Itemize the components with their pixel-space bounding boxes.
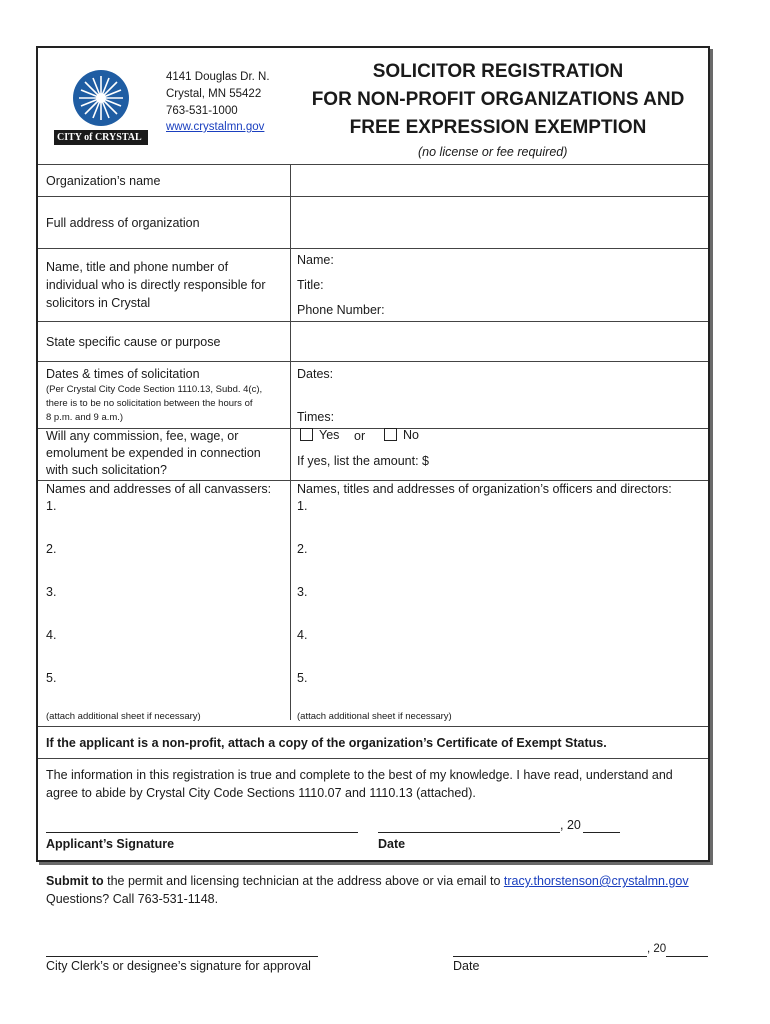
commission-label-line-2: emolument be expended in connection: [46, 446, 261, 460]
yes-checkbox[interactable]: [300, 428, 313, 441]
officer-entry-3[interactable]: 3.: [297, 585, 308, 599]
no-label: No: [403, 428, 419, 442]
approval-year-line[interactable]: [666, 956, 708, 957]
org-address-field[interactable]: [291, 197, 706, 248]
times-field[interactable]: Times:: [297, 410, 335, 424]
no-checkbox[interactable]: [384, 428, 397, 441]
row-divider: [38, 758, 708, 759]
officer-entry-5[interactable]: 5.: [297, 671, 308, 685]
officer-entry-1[interactable]: 1.: [297, 499, 308, 513]
yes-label: Yes: [319, 428, 340, 442]
approval-year-prefix: , 20: [647, 943, 667, 955]
year-line[interactable]: [583, 832, 620, 833]
phone-number: 763-531-1000: [166, 105, 238, 117]
commission-label-line-3: with such solicitation?: [46, 463, 167, 477]
responsible-title-field[interactable]: Title:: [297, 278, 324, 292]
year-prefix: , 20: [560, 818, 581, 832]
submit-bold: Submit to: [46, 874, 104, 888]
approval-date-line[interactable]: [453, 956, 647, 957]
officers-label: Names, titles and addresses of organization’s officers and directors:: [297, 482, 672, 496]
cause-field[interactable]: [291, 322, 706, 361]
subtitle: (no license or fee required): [418, 145, 568, 159]
officer-entry-4[interactable]: 4.: [297, 628, 308, 642]
clerk-signature-line[interactable]: [46, 956, 318, 957]
applicant-signature-line[interactable]: [46, 832, 358, 833]
dates-times-label: Dates & times of solicitation: [46, 367, 200, 381]
org-name-field[interactable]: [291, 165, 706, 196]
nonprofit-note: If the applicant is a non-profit, attach a copy of the organization’s Certificate of Exempt Status.: [46, 736, 607, 750]
responsible-label-line-3: solicitors in Crystal: [46, 296, 151, 310]
city-logo: [51, 68, 155, 148]
canvassers-label: Names and addresses of all canvassers:: [46, 482, 272, 496]
canvasser-entry-3[interactable]: 3.: [46, 585, 57, 599]
title-line-3: FREE EXPRESSION EXEMPTION: [349, 117, 647, 138]
no-option[interactable]: [384, 428, 419, 442]
certify-line-1: The information in this registration is true and complete to the best of my knowledge. I have read, understand and: [46, 768, 673, 782]
questions-text: Questions? Call 763-531-1148.: [46, 892, 219, 906]
logo-text: CITY of CRYSTAL: [57, 132, 142, 143]
canvasser-entry-1[interactable]: 1.: [46, 499, 57, 513]
dates-note-line-3: 8 p.m. and 9 a.m.): [46, 412, 124, 423]
email-link[interactable]: tracy.thorstenson@crystalmn.gov: [503, 874, 689, 888]
date-label: Date: [378, 837, 406, 851]
row-divider: [38, 248, 708, 249]
submit-text: the permit and licensing technician at the address above or via email to: [107, 874, 501, 888]
address-line-2: Crystal, MN 55422: [166, 88, 262, 100]
submit-instructions: [46, 874, 689, 888]
title-line-1: SOLICITOR REGISTRATION: [372, 61, 624, 82]
approval-date-label: Date: [453, 959, 480, 973]
commission-label-line-1: Will any commission, fee, wage, or: [46, 429, 239, 443]
title-line-2: FOR NON-PROFIT ORGANIZATIONS AND: [311, 89, 685, 110]
certify-line-2: agree to abide by Crystal City Code Sections 1110.07 and 1110.13 (attached).: [46, 786, 476, 800]
address-line-1: 4141 Douglas Dr. N.: [166, 71, 270, 83]
org-name-label: Organization’s name: [46, 174, 161, 188]
officer-entry-2[interactable]: 2.: [297, 542, 308, 556]
yes-option[interactable]: [300, 428, 339, 442]
responsible-name-field[interactable]: Name:: [297, 253, 334, 267]
responsible-label-line-1: Name, title and phone number of: [46, 260, 229, 274]
website-link[interactable]: www.crystalmn.gov: [166, 121, 265, 133]
responsible-phone-field[interactable]: Phone Number:: [297, 303, 385, 317]
canvasser-entry-2[interactable]: 2.: [46, 542, 57, 556]
or-label: or: [354, 429, 366, 443]
row-divider: [38, 361, 708, 362]
cause-label: State specific cause or purpose: [46, 335, 221, 349]
canvasser-entry-5[interactable]: 5.: [46, 671, 57, 685]
responsible-label-line-2: individual who is directly responsible for: [46, 278, 266, 292]
row-divider: [38, 726, 708, 727]
org-address-label: Full address of organization: [46, 216, 200, 230]
applicant-signature-label: Applicant’s Signature: [46, 837, 175, 851]
canvasser-entry-4[interactable]: 4.: [46, 628, 57, 642]
dates-note-line-2: there is to be no solicitation between the hours of: [46, 398, 253, 409]
amount-field[interactable]: If yes, list the amount: $: [297, 454, 430, 468]
officers-attach-note: (attach additional sheet if necessary): [297, 711, 452, 722]
dates-note-line-1: (Per Crystal City Code Section 1110.13, Subd. 4(c),: [46, 384, 263, 395]
clerk-signature-label: City Clerk’s or designee’s signature for approval: [46, 959, 311, 973]
date-line[interactable]: [378, 832, 560, 833]
row-divider: [38, 480, 708, 481]
registration-form: [36, 46, 710, 862]
dates-field[interactable]: Dates:: [297, 367, 334, 381]
canvassers-attach-note: (attach additional sheet if necessary): [46, 711, 201, 722]
